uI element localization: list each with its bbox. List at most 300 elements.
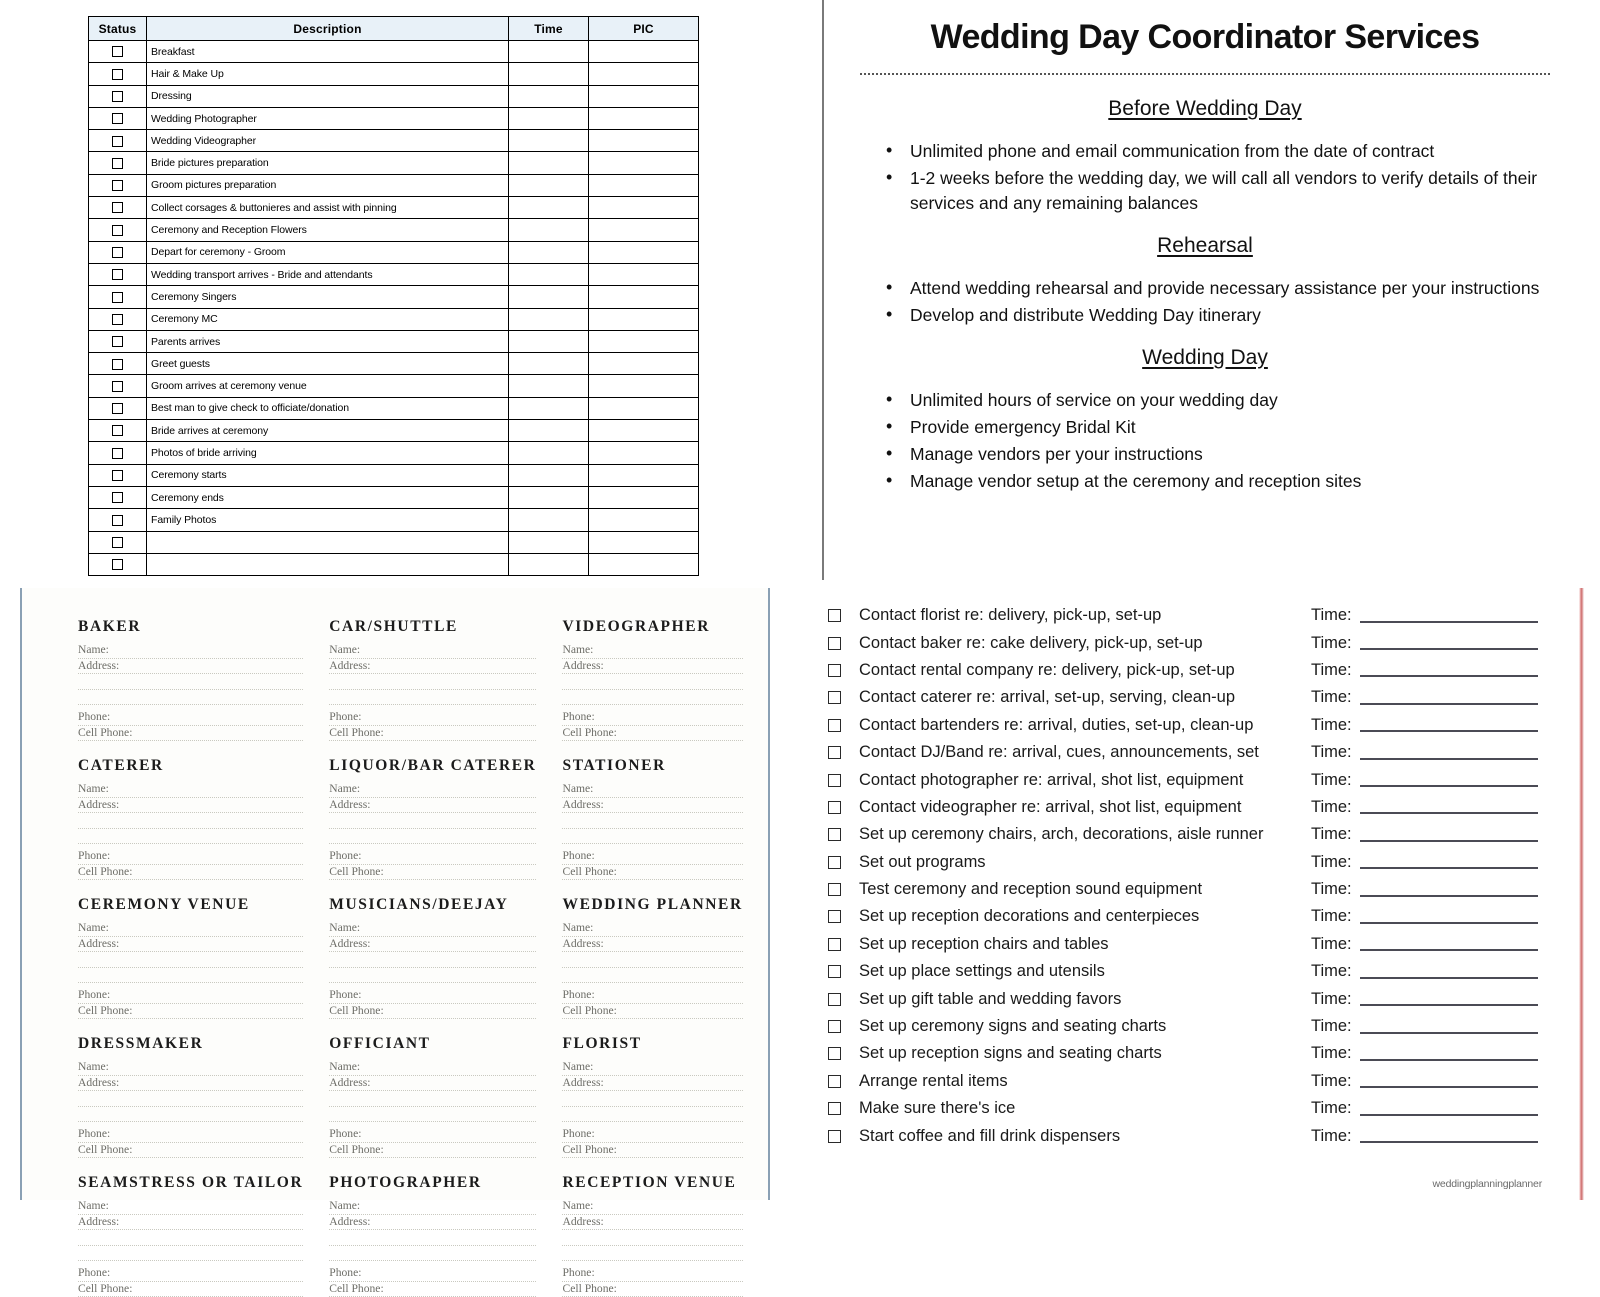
time-write-in-line[interactable] (1360, 977, 1538, 979)
setup-task-label: Set up ceremony chairs, arch, decorations, aisle runner (859, 825, 1311, 844)
services-document (822, 0, 1582, 580)
status-checkbox-cell[interactable] (89, 330, 147, 352)
time-write-in-line[interactable] (1360, 1059, 1538, 1061)
vendor-phone-field[interactable]: Phone: (78, 710, 303, 726)
description-cell: Wedding Photographer (147, 107, 509, 129)
vendor-address-line-2[interactable] (78, 1230, 303, 1246)
time-cell[interactable] (509, 286, 589, 308)
vendor-cell-phone-field[interactable]: Cell Phone: (329, 1004, 536, 1020)
pic-cell[interactable] (589, 486, 699, 508)
status-checkbox-cell[interactable] (89, 107, 147, 129)
vendor-phone-field[interactable]: Phone: (562, 849, 742, 865)
table-row (89, 375, 699, 397)
vendor-address-field[interactable]: Address: (78, 1076, 303, 1092)
pic-cell[interactable] (589, 464, 699, 486)
list-item: • Attend wedding rehearsal and provide necessary assistance per your instructions (884, 276, 1558, 301)
time-cell[interactable] (509, 330, 589, 352)
vendor-cell-phone-field[interactable]: Cell Phone: (78, 1143, 303, 1159)
vendor-phone-field[interactable]: Phone: (329, 988, 536, 1004)
list-item: • Manage vendor setup at the ceremony and reception sites (884, 469, 1558, 494)
time-cell[interactable] (509, 442, 589, 464)
list-item (828, 1013, 1600, 1040)
table-row (89, 130, 699, 152)
status-checkbox-cell[interactable] (89, 263, 147, 285)
vendor-address-line-2[interactable] (78, 952, 303, 968)
pic-cell[interactable] (589, 531, 699, 553)
vendor-address-field[interactable]: Address: (78, 1215, 303, 1231)
vendor-card-title: FLORIST (562, 1035, 742, 1053)
description-cell (147, 553, 509, 575)
status-checkbox-cell[interactable] (89, 197, 147, 219)
time-write-in-line[interactable] (1360, 1141, 1538, 1143)
checkbox-icon[interactable] (112, 69, 123, 80)
time-label: Time: (1311, 743, 1352, 762)
vendor-cell-phone-field[interactable]: Cell Phone: (78, 1004, 303, 1020)
checkbox-icon[interactable] (112, 180, 123, 191)
description-cell: Photos of bride arriving (147, 442, 509, 464)
vendor-address-field[interactable]: Address: (329, 937, 536, 953)
time-label: Time: (1311, 771, 1352, 790)
vendor-address-field[interactable]: Address: (562, 1076, 742, 1092)
list-item: • Develop and distribute Wedding Day itinerary (884, 303, 1558, 328)
vendor-name-field[interactable]: Name: (329, 643, 536, 659)
vendor-card (562, 880, 750, 1019)
services-sections (852, 97, 1558, 494)
setup-task-label: Set out programs (859, 853, 1311, 872)
checkbox-icon[interactable] (112, 91, 123, 102)
time-write-in-line[interactable] (1360, 675, 1538, 677)
description-cell: Bride pictures preparation (147, 152, 509, 174)
time-cell[interactable] (509, 174, 589, 196)
time-write-in-line[interactable] (1360, 840, 1538, 842)
pic-cell[interactable] (589, 130, 699, 152)
vendor-name-field[interactable]: Name: (562, 921, 742, 937)
checkbox-icon[interactable] (112, 314, 123, 325)
checkbox-icon[interactable] (112, 247, 123, 258)
vendor-address-line-2[interactable] (562, 813, 742, 829)
status-checkbox-cell[interactable] (89, 464, 147, 486)
time-label: Time: (1311, 661, 1352, 680)
time-cell[interactable] (509, 63, 589, 85)
checkbox-icon[interactable] (828, 883, 841, 896)
time-cell[interactable] (509, 486, 589, 508)
time-cell[interactable] (509, 107, 589, 129)
time-cell[interactable] (509, 353, 589, 375)
time-cell[interactable] (509, 41, 589, 63)
vendor-address-line-2[interactable] (329, 1091, 536, 1107)
vendor-cell-phone-field[interactable]: Cell Phone: (329, 865, 536, 881)
checkbox-icon[interactable] (112, 113, 123, 124)
vendor-address-field[interactable]: Address: (562, 937, 742, 953)
vendor-phone-field[interactable]: Phone: (329, 710, 536, 726)
vendor-cell-phone-field[interactable]: Cell Phone: (78, 1282, 303, 1297)
setup-task-label: Contact caterer re: arrival, set-up, serving, clean-up (859, 688, 1311, 707)
pic-cell[interactable] (589, 375, 699, 397)
vendor-card (562, 741, 750, 880)
list-item (828, 1122, 1600, 1149)
vendor-cell-phone-field[interactable]: Cell Phone: (329, 726, 536, 742)
time-cell[interactable] (509, 241, 589, 263)
vendor-address-line-2[interactable] (329, 952, 536, 968)
description-cell: Breakfast (147, 41, 509, 63)
vendor-cell-phone-field[interactable]: Cell Phone: (562, 726, 742, 742)
description-cell: Groom pictures preparation (147, 174, 509, 196)
setup-task-label: Set up reception signs and seating charts (859, 1044, 1311, 1063)
checkbox-icon[interactable] (828, 856, 841, 869)
vendor-card (78, 1019, 311, 1158)
status-checkbox-cell[interactable] (89, 353, 147, 375)
table-row (89, 486, 699, 508)
vendor-address-field[interactable]: Address: (78, 659, 303, 675)
description-cell: Best man to give check to officiate/donation (147, 397, 509, 419)
status-checkbox-cell[interactable] (89, 442, 147, 464)
checkbox-icon[interactable] (112, 292, 123, 303)
checkbox-icon[interactable] (112, 136, 123, 147)
checkbox-icon[interactable] (828, 1047, 841, 1060)
vendor-card-title: DRESSMAKER (78, 1035, 303, 1053)
vendor-card (562, 1019, 750, 1158)
table-row (89, 263, 699, 285)
checkbox-icon[interactable] (828, 1130, 841, 1143)
vendor-card-title: LIQUOR/BAR CATERER (329, 757, 536, 775)
vendor-address-field[interactable]: Address: (329, 1076, 536, 1092)
vendor-name-field[interactable]: Name: (562, 643, 742, 659)
vendor-address-field[interactable]: Address: (562, 1215, 742, 1231)
vendor-name-field[interactable]: Name: (329, 1060, 536, 1076)
checkbox-icon[interactable] (828, 664, 841, 677)
vendor-phone-field[interactable]: Phone: (562, 1266, 742, 1282)
vendor-name-field[interactable]: Name: (329, 782, 536, 798)
checkbox-icon[interactable] (112, 336, 123, 347)
vendor-address-field[interactable]: Address: (562, 798, 742, 814)
checkbox-icon[interactable] (112, 46, 123, 57)
pic-cell[interactable] (589, 63, 699, 85)
setup-task-label: Set up place settings and utensils (859, 962, 1311, 981)
status-checkbox-cell[interactable] (89, 219, 147, 241)
time-write-in-line[interactable] (1360, 758, 1538, 760)
vendor-cell-phone-field[interactable]: Cell Phone: (562, 1004, 742, 1020)
vendor-cell-phone-field[interactable]: Cell Phone: (562, 1143, 742, 1159)
table-row (89, 174, 699, 196)
vendor-address-line-3[interactable] (329, 968, 536, 984)
checkbox-icon[interactable] (828, 1075, 841, 1088)
table-row (89, 85, 699, 107)
status-checkbox-cell[interactable] (89, 241, 147, 263)
checkbox-icon[interactable] (828, 637, 841, 650)
pic-cell[interactable] (589, 241, 699, 263)
vendor-address-line-2[interactable] (329, 674, 536, 690)
checkbox-icon[interactable] (828, 719, 841, 732)
checkbox-icon[interactable] (112, 537, 123, 548)
vendor-cell-phone-field[interactable]: Cell Phone: (562, 865, 742, 881)
vendor-address-line-2[interactable] (329, 1230, 536, 1246)
pic-cell[interactable] (589, 107, 699, 129)
list-item (828, 931, 1600, 958)
checkbox-icon[interactable] (112, 269, 123, 280)
table-row (89, 197, 699, 219)
pic-cell[interactable] (589, 41, 699, 63)
vendor-phone-field[interactable]: Phone: (329, 849, 536, 865)
status-checkbox-cell[interactable] (89, 397, 147, 419)
time-write-in-line[interactable] (1360, 812, 1538, 814)
vendor-card (562, 602, 750, 741)
checkbox-icon[interactable] (112, 158, 123, 169)
vendor-address-field[interactable]: Address: (78, 798, 303, 814)
pic-cell[interactable] (589, 286, 699, 308)
table-row (89, 330, 699, 352)
description-cell: Parents arrives (147, 330, 509, 352)
checkbox-icon[interactable] (112, 403, 123, 414)
vendor-name-field[interactable]: Name: (78, 782, 303, 798)
time-cell[interactable] (509, 397, 589, 419)
vendor-phone-field[interactable]: Phone: (329, 1127, 536, 1143)
time-write-in-line[interactable] (1360, 867, 1538, 869)
vendor-address-field[interactable]: Address: (329, 1215, 536, 1231)
status-checkbox-cell[interactable] (89, 41, 147, 63)
time-cell[interactable] (509, 152, 589, 174)
status-checkbox-cell[interactable] (89, 375, 147, 397)
table-row (89, 442, 699, 464)
checkbox-icon[interactable] (828, 828, 841, 841)
time-cell[interactable] (509, 553, 589, 575)
vendor-name-field[interactable]: Name: (78, 1060, 303, 1076)
time-cell[interactable] (509, 420, 589, 442)
time-cell[interactable] (509, 263, 589, 285)
vendor-phone-field[interactable]: Phone: (562, 710, 742, 726)
checkbox-icon[interactable] (828, 1020, 841, 1033)
status-checkbox-cell[interactable] (89, 174, 147, 196)
vendor-address-line-2[interactable] (562, 952, 742, 968)
vendor-address-line-2[interactable] (562, 674, 742, 690)
vendor-address-line-3[interactable] (78, 690, 303, 706)
checkbox-icon[interactable] (828, 691, 841, 704)
section-bullet-list (884, 139, 1558, 216)
time-cell[interactable] (509, 85, 589, 107)
vendor-card-title: STATIONER (562, 757, 742, 775)
time-label: Time: (1311, 1017, 1352, 1036)
watermark: weddingplanningplanner (1433, 1178, 1542, 1190)
checkbox-icon[interactable] (828, 746, 841, 759)
time-label: Time: (1311, 1072, 1352, 1091)
pic-cell[interactable] (589, 308, 699, 330)
time-label: Time: (1311, 688, 1352, 707)
vendor-address-line-3[interactable] (562, 1107, 742, 1123)
time-write-in-line[interactable] (1360, 1032, 1538, 1034)
checkbox-icon[interactable] (828, 774, 841, 787)
vendor-cell-phone-field[interactable]: Cell Phone: (78, 865, 303, 881)
pic-cell[interactable] (589, 174, 699, 196)
vendor-phone-field[interactable]: Phone: (78, 1127, 303, 1143)
status-checkbox-cell[interactable] (89, 286, 147, 308)
vendor-name-field[interactable]: Name: (562, 1199, 742, 1215)
pic-cell[interactable] (589, 509, 699, 531)
vendor-address-line-2[interactable] (562, 1230, 742, 1246)
time-write-in-line[interactable] (1360, 1114, 1538, 1116)
table-row (89, 152, 699, 174)
description-cell: Family Photos (147, 509, 509, 531)
checkbox-icon[interactable] (112, 492, 123, 503)
time-label: Time: (1311, 1099, 1352, 1118)
vendor-phone-field[interactable]: Phone: (78, 849, 303, 865)
vendor-address-line-3[interactable] (562, 829, 742, 845)
vendor-address-line-3[interactable] (78, 829, 303, 845)
vendor-address-line-3[interactable] (562, 968, 742, 984)
checkbox-icon[interactable] (112, 381, 123, 392)
vendor-card (562, 1158, 750, 1297)
description-cell: Groom arrives at ceremony venue (147, 375, 509, 397)
time-cell[interactable] (509, 464, 589, 486)
vendor-name-field[interactable]: Name: (562, 1060, 742, 1076)
checkbox-icon[interactable] (112, 202, 123, 213)
time-write-in-line[interactable] (1360, 648, 1538, 650)
checkbox-icon[interactable] (112, 559, 123, 570)
time-cell[interactable] (509, 375, 589, 397)
status-checkbox-cell[interactable] (89, 553, 147, 575)
vendor-address-line-3[interactable] (562, 690, 742, 706)
time-write-in-line[interactable] (1360, 703, 1538, 705)
checkbox-icon[interactable] (112, 448, 123, 459)
vendor-address-line-3[interactable] (562, 1246, 742, 1262)
pic-cell[interactable] (589, 442, 699, 464)
setup-task-label: Contact DJ/Band re: arrival, cues, announcements, set (859, 743, 1311, 762)
status-checkbox-cell[interactable] (89, 509, 147, 531)
time-label: Time: (1311, 853, 1352, 872)
vendor-address-field[interactable]: Address: (329, 659, 536, 675)
vendor-address-line-3[interactable] (78, 1246, 303, 1262)
column-header-pic: PIC (589, 17, 699, 41)
pic-cell[interactable] (589, 85, 699, 107)
time-cell[interactable] (509, 531, 589, 553)
setup-task-label: Set up reception decorations and centerpieces (859, 907, 1311, 926)
vendor-address-line-2[interactable] (78, 813, 303, 829)
checkbox-icon[interactable] (828, 609, 841, 622)
checkbox-icon[interactable] (112, 425, 123, 436)
time-label: Time: (1311, 990, 1352, 1009)
time-write-in-line[interactable] (1360, 949, 1538, 951)
setup-task-label: Arrange rental items (859, 1072, 1311, 1091)
vendor-name-field[interactable]: Name: (78, 643, 303, 659)
timeline-header-row (89, 17, 699, 41)
vendor-card-title: RECEPTION VENUE (562, 1174, 742, 1192)
checkbox-icon[interactable] (112, 515, 123, 526)
vendor-phone-field[interactable]: Phone: (562, 1127, 742, 1143)
vendor-cell-phone-field[interactable]: Cell Phone: (78, 726, 303, 742)
status-checkbox-cell[interactable] (89, 152, 147, 174)
vendor-address-line-2[interactable] (78, 674, 303, 690)
vendor-address-line-3[interactable] (329, 1246, 536, 1262)
vendor-card-grid (78, 602, 742, 1297)
vendor-name-field[interactable]: Name: (562, 782, 742, 798)
time-cell[interactable] (509, 197, 589, 219)
vendor-phone-field[interactable]: Phone: (329, 1266, 536, 1282)
checkbox-icon[interactable] (112, 359, 123, 370)
status-checkbox-cell[interactable] (89, 486, 147, 508)
vendor-cell-phone-field[interactable]: Cell Phone: (329, 1143, 536, 1159)
status-checkbox-cell[interactable] (89, 531, 147, 553)
vendor-card (329, 1019, 544, 1158)
vendor-card (329, 602, 544, 741)
checkbox-icon[interactable] (828, 965, 841, 978)
vendor-phone-field[interactable]: Phone: (78, 988, 303, 1004)
status-checkbox-cell[interactable] (89, 130, 147, 152)
time-write-in-line[interactable] (1360, 785, 1538, 787)
time-cell[interactable] (509, 509, 589, 531)
pic-cell[interactable] (589, 553, 699, 575)
vendor-phone-field[interactable]: Phone: (78, 1266, 303, 1282)
vendor-address-line-3[interactable] (329, 1107, 536, 1123)
vendor-address-line-3[interactable] (78, 968, 303, 984)
vendor-card (78, 602, 311, 741)
description-cell: Greet guests (147, 353, 509, 375)
vendor-name-field[interactable]: Name: (78, 1199, 303, 1215)
checkbox-icon[interactable] (828, 801, 841, 814)
pic-cell[interactable] (589, 397, 699, 419)
list-item (828, 766, 1600, 793)
coordinator-services-panel (800, 0, 1600, 580)
vendor-name-field[interactable]: Name: (78, 921, 303, 937)
time-cell[interactable] (509, 219, 589, 241)
vendor-card (329, 880, 544, 1019)
time-write-in-line[interactable] (1360, 1004, 1538, 1006)
status-checkbox-cell[interactable] (89, 63, 147, 85)
description-cell: Ceremony starts (147, 464, 509, 486)
vendor-name-field[interactable]: Name: (329, 921, 536, 937)
pic-cell[interactable] (589, 263, 699, 285)
vendor-name-field[interactable]: Name: (329, 1199, 536, 1215)
status-checkbox-cell[interactable] (89, 420, 147, 442)
vendor-address-field[interactable]: Address: (329, 798, 536, 814)
pic-cell[interactable] (589, 152, 699, 174)
time-write-in-line[interactable] (1360, 895, 1538, 897)
status-checkbox-cell[interactable] (89, 308, 147, 330)
vendor-address-line-2[interactable] (329, 813, 536, 829)
pic-cell[interactable] (589, 219, 699, 241)
vendor-cell-phone-field[interactable]: Cell Phone: (329, 1282, 536, 1297)
time-write-in-line[interactable] (1360, 621, 1538, 623)
list-item (828, 821, 1600, 848)
checkbox-icon[interactable] (112, 225, 123, 236)
pic-cell[interactable] (589, 330, 699, 352)
pic-cell[interactable] (589, 197, 699, 219)
vendor-phone-field[interactable]: Phone: (562, 988, 742, 1004)
description-cell: Ceremony ends (147, 486, 509, 508)
vendor-address-line-2[interactable] (562, 1091, 742, 1107)
checkbox-icon[interactable] (828, 993, 841, 1006)
checkbox-icon[interactable] (828, 910, 841, 923)
vendor-address-line-2[interactable] (78, 1091, 303, 1107)
vendor-address-line-3[interactable] (329, 690, 536, 706)
vendor-cell-phone-field[interactable]: Cell Phone: (562, 1282, 742, 1297)
vendor-address-line-3[interactable] (329, 829, 536, 845)
checkbox-icon[interactable] (112, 470, 123, 481)
pic-cell[interactable] (589, 353, 699, 375)
pic-cell[interactable] (589, 420, 699, 442)
time-cell[interactable] (509, 308, 589, 330)
vendor-address-line-3[interactable] (78, 1107, 303, 1123)
vendor-address-field[interactable]: Address: (562, 659, 742, 675)
status-checkbox-cell[interactable] (89, 85, 147, 107)
checkbox-icon[interactable] (828, 938, 841, 951)
vendor-address-field[interactable]: Address: (78, 937, 303, 953)
list-item (828, 985, 1600, 1012)
time-cell[interactable] (509, 130, 589, 152)
checkbox-icon[interactable] (828, 1102, 841, 1115)
time-write-in-line[interactable] (1360, 730, 1538, 732)
list-item (828, 739, 1600, 766)
time-write-in-line[interactable] (1360, 1086, 1538, 1088)
time-write-in-line[interactable] (1360, 922, 1538, 924)
description-cell: Wedding Videographer (147, 130, 509, 152)
